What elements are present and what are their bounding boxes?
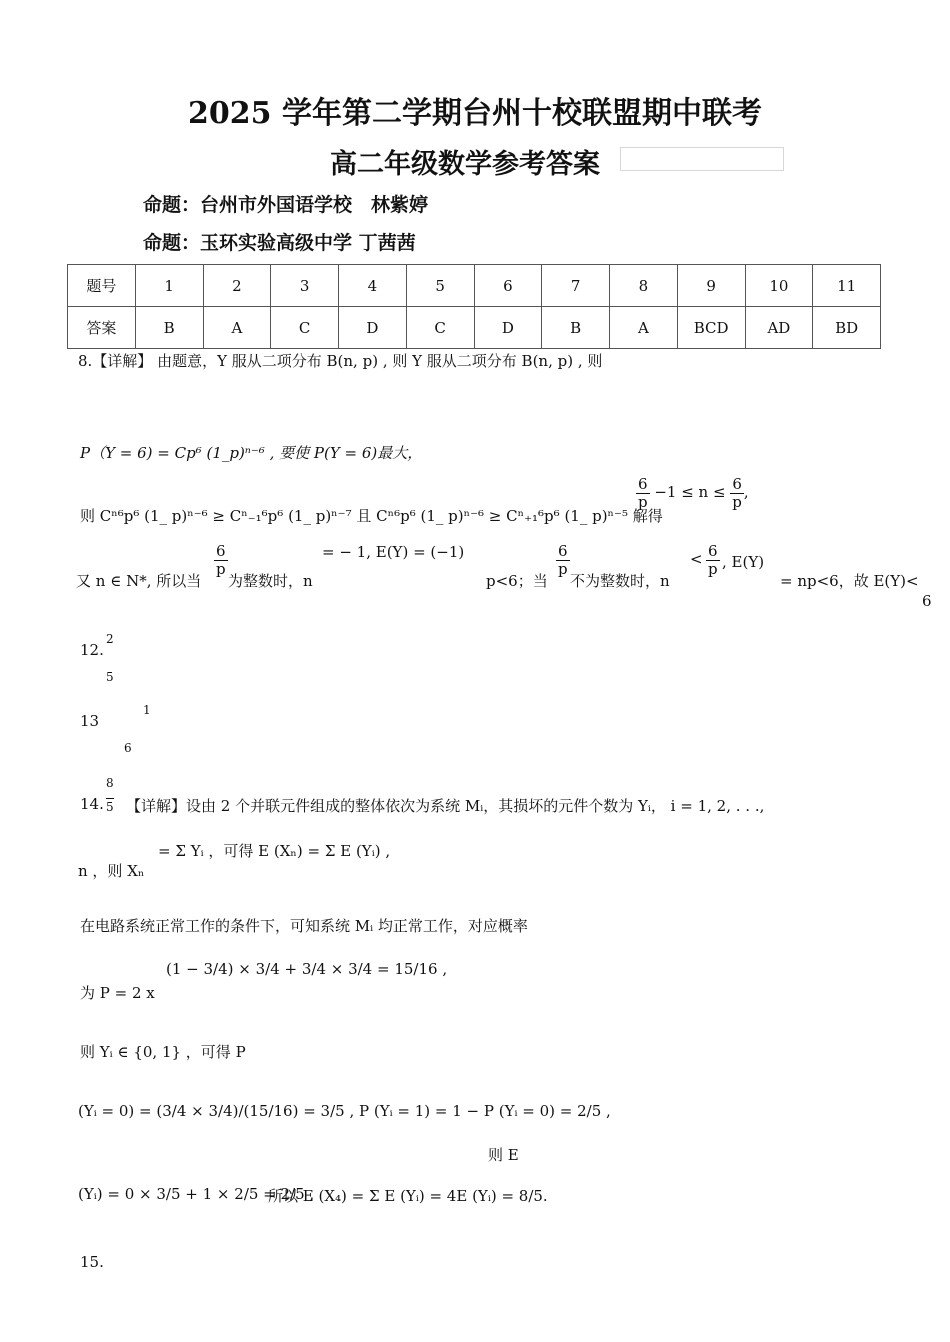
question-number: 1 bbox=[135, 265, 203, 307]
q8-line-3: 则 Cⁿ⁶p⁶ (1_ p)ⁿ⁻⁶ ≥ Cⁿ₋₁⁶p⁶ (1_ p)ⁿ⁻⁷ 且 Cⁿ⁶p⁶ (1_ p)ⁿ⁻⁶ ≥ Cⁿ₊₁⁶p⁶ (1_ p)ⁿ⁻⁵ 解得 bbox=[80, 507, 663, 525]
q14-numerator: 8 bbox=[106, 776, 114, 790]
q14-probability-expr: (1 − 3/4) × 3/4 + 3/4 × 3/4 = 15/16 , bbox=[166, 960, 448, 978]
q8-less-than: < bbox=[690, 550, 703, 568]
q8-probability-expr-rest: p⁶ (1_p)ⁿ⁻⁶ , 要使 P(Y = 6)最大， bbox=[186, 444, 423, 462]
q8-expected-expr: = − 1, E(Y) = (−1) bbox=[322, 543, 465, 561]
answer-cell: BD bbox=[813, 307, 881, 349]
question-number: 5 bbox=[406, 265, 474, 307]
q8-line-4f: 不为整数时，n bbox=[570, 572, 670, 590]
q14-line-6b: 则 E bbox=[488, 1146, 519, 1164]
answer-cell: B bbox=[542, 307, 610, 349]
table-row bbox=[68, 265, 881, 307]
answer-cell: C bbox=[271, 307, 339, 349]
fraction: $\frac{6}{p}$ bbox=[637, 475, 648, 511]
answer-cell: D bbox=[474, 307, 542, 349]
q14-sum-expr: = Σ Yᵢ ，可得 E (Xₙ) = Σ E (Yᵢ) , bbox=[158, 842, 391, 860]
q12-label: 12. bbox=[80, 641, 104, 659]
question-number: 7 bbox=[542, 265, 610, 307]
q14-denominator: 5 bbox=[106, 800, 114, 814]
q14-line-2: n ，则 Xₙ bbox=[78, 862, 145, 880]
answer-cell: D bbox=[339, 307, 407, 349]
q14-line-5: 则 Yᵢ ∈ {0, 1} ，可得 P bbox=[80, 1043, 246, 1061]
fraction: $\frac{6}{p}$ bbox=[557, 542, 568, 578]
q14-line-6: (Yᵢ = 0) = (3/4 × 3/4)/(15/16) = 3/5 , P (Yᵢ = 1) = 1 − P (Yᵢ = 0) = 2/5 , bbox=[78, 1102, 611, 1120]
fraction: $\frac{6}{p}$ bbox=[215, 542, 226, 578]
question-number: 4 bbox=[339, 265, 407, 307]
answer-cell: BCD bbox=[677, 307, 745, 349]
answer-cell: A bbox=[203, 307, 271, 349]
page-subtitle: 高二年级数学参考答案 bbox=[330, 149, 600, 180]
question-number: 6 bbox=[474, 265, 542, 307]
q14-line-7: (Yᵢ) = 0 × 3/5 + 1 × 2/5 = 2/5 , bbox=[78, 1185, 315, 1203]
q8-line-2 bbox=[80, 442, 422, 463]
q14-line-4: 为 P = 2 x bbox=[80, 984, 155, 1002]
table-row bbox=[68, 307, 881, 349]
page-title: 2025 学年第二学期台州十校联盟期中联考 bbox=[188, 96, 762, 131]
answer-cell: A bbox=[610, 307, 678, 349]
q8-probability-expr: P（Y = 6) = C bbox=[80, 444, 187, 462]
q14-label: 14. bbox=[80, 795, 104, 813]
row-label: 答案 bbox=[68, 307, 136, 349]
q8-solution-range: $\frac{6}{p}$ −1 ≤ n ≤ $\frac{6}{p}$ , bbox=[637, 475, 749, 511]
fraction: $\frac{6}{p}$ bbox=[707, 542, 718, 578]
question-number: 9 bbox=[677, 265, 745, 307]
author-line-1: 命题：台州市外国语学校 林紫婷 bbox=[143, 194, 429, 216]
q8-line-4e: p<6；当 bbox=[486, 572, 548, 590]
answer-cell: AD bbox=[745, 307, 813, 349]
q13-denominator: 6 bbox=[124, 741, 132, 755]
q14-line-7b: 所以 E (X₄) = Σ E (Yᵢ) = 4E (Yᵢ) = 8/5. bbox=[268, 1187, 548, 1205]
question-number: 10 bbox=[745, 265, 813, 307]
author-line-2: 命题：玉环实验高级中学 丁茜茜 bbox=[143, 232, 416, 254]
question-number: 2 bbox=[203, 265, 271, 307]
q8-line-4a: 又 n ∈ N*, 所以当 bbox=[76, 572, 202, 590]
answer-cell: B bbox=[135, 307, 203, 349]
q13-numerator: 1 bbox=[143, 703, 151, 717]
question-number: 11 bbox=[813, 265, 881, 307]
answer-table bbox=[67, 264, 881, 349]
question-number: 3 bbox=[271, 265, 339, 307]
q8-range-text: −1 ≤ n ≤ bbox=[654, 483, 726, 501]
blank-stamp-box bbox=[620, 147, 784, 171]
q12-denominator: 5 bbox=[106, 670, 114, 684]
row-label: 题号 bbox=[68, 265, 136, 307]
q8-line-1: 8.【详解】 由题意，Y 服从二项分布 B(n, p) , 则 Y 服从二项分布 B(n, p) , 则 bbox=[78, 352, 603, 370]
question-number: 8 bbox=[610, 265, 678, 307]
q12-numerator: 2 bbox=[106, 632, 114, 646]
q15-label: 15. bbox=[80, 1253, 104, 1271]
fraction: $\frac{6}{p}$ bbox=[732, 475, 742, 511]
answer-cell: C bbox=[406, 307, 474, 349]
q8-line-4i: = np<6，故 E(Y)< bbox=[780, 572, 919, 590]
q8-ey: , E(Y) bbox=[722, 553, 765, 571]
q8-line-4b: 为整数时，n bbox=[228, 572, 313, 590]
q14-line-3: 在电路系统正常工作的条件下，可知系统 Mᵢ 均正常工作，对应概率 bbox=[80, 917, 528, 935]
q14-line-1: 【详解】设由 2 个并联元件组成的整体依次为系统 Mᵢ，其损坏的元件个数为 Yᵢ， i = 1, 2, . . ., bbox=[126, 797, 765, 815]
q13-label: 13 bbox=[80, 712, 100, 730]
q8-line-4j: 6 bbox=[922, 592, 932, 610]
